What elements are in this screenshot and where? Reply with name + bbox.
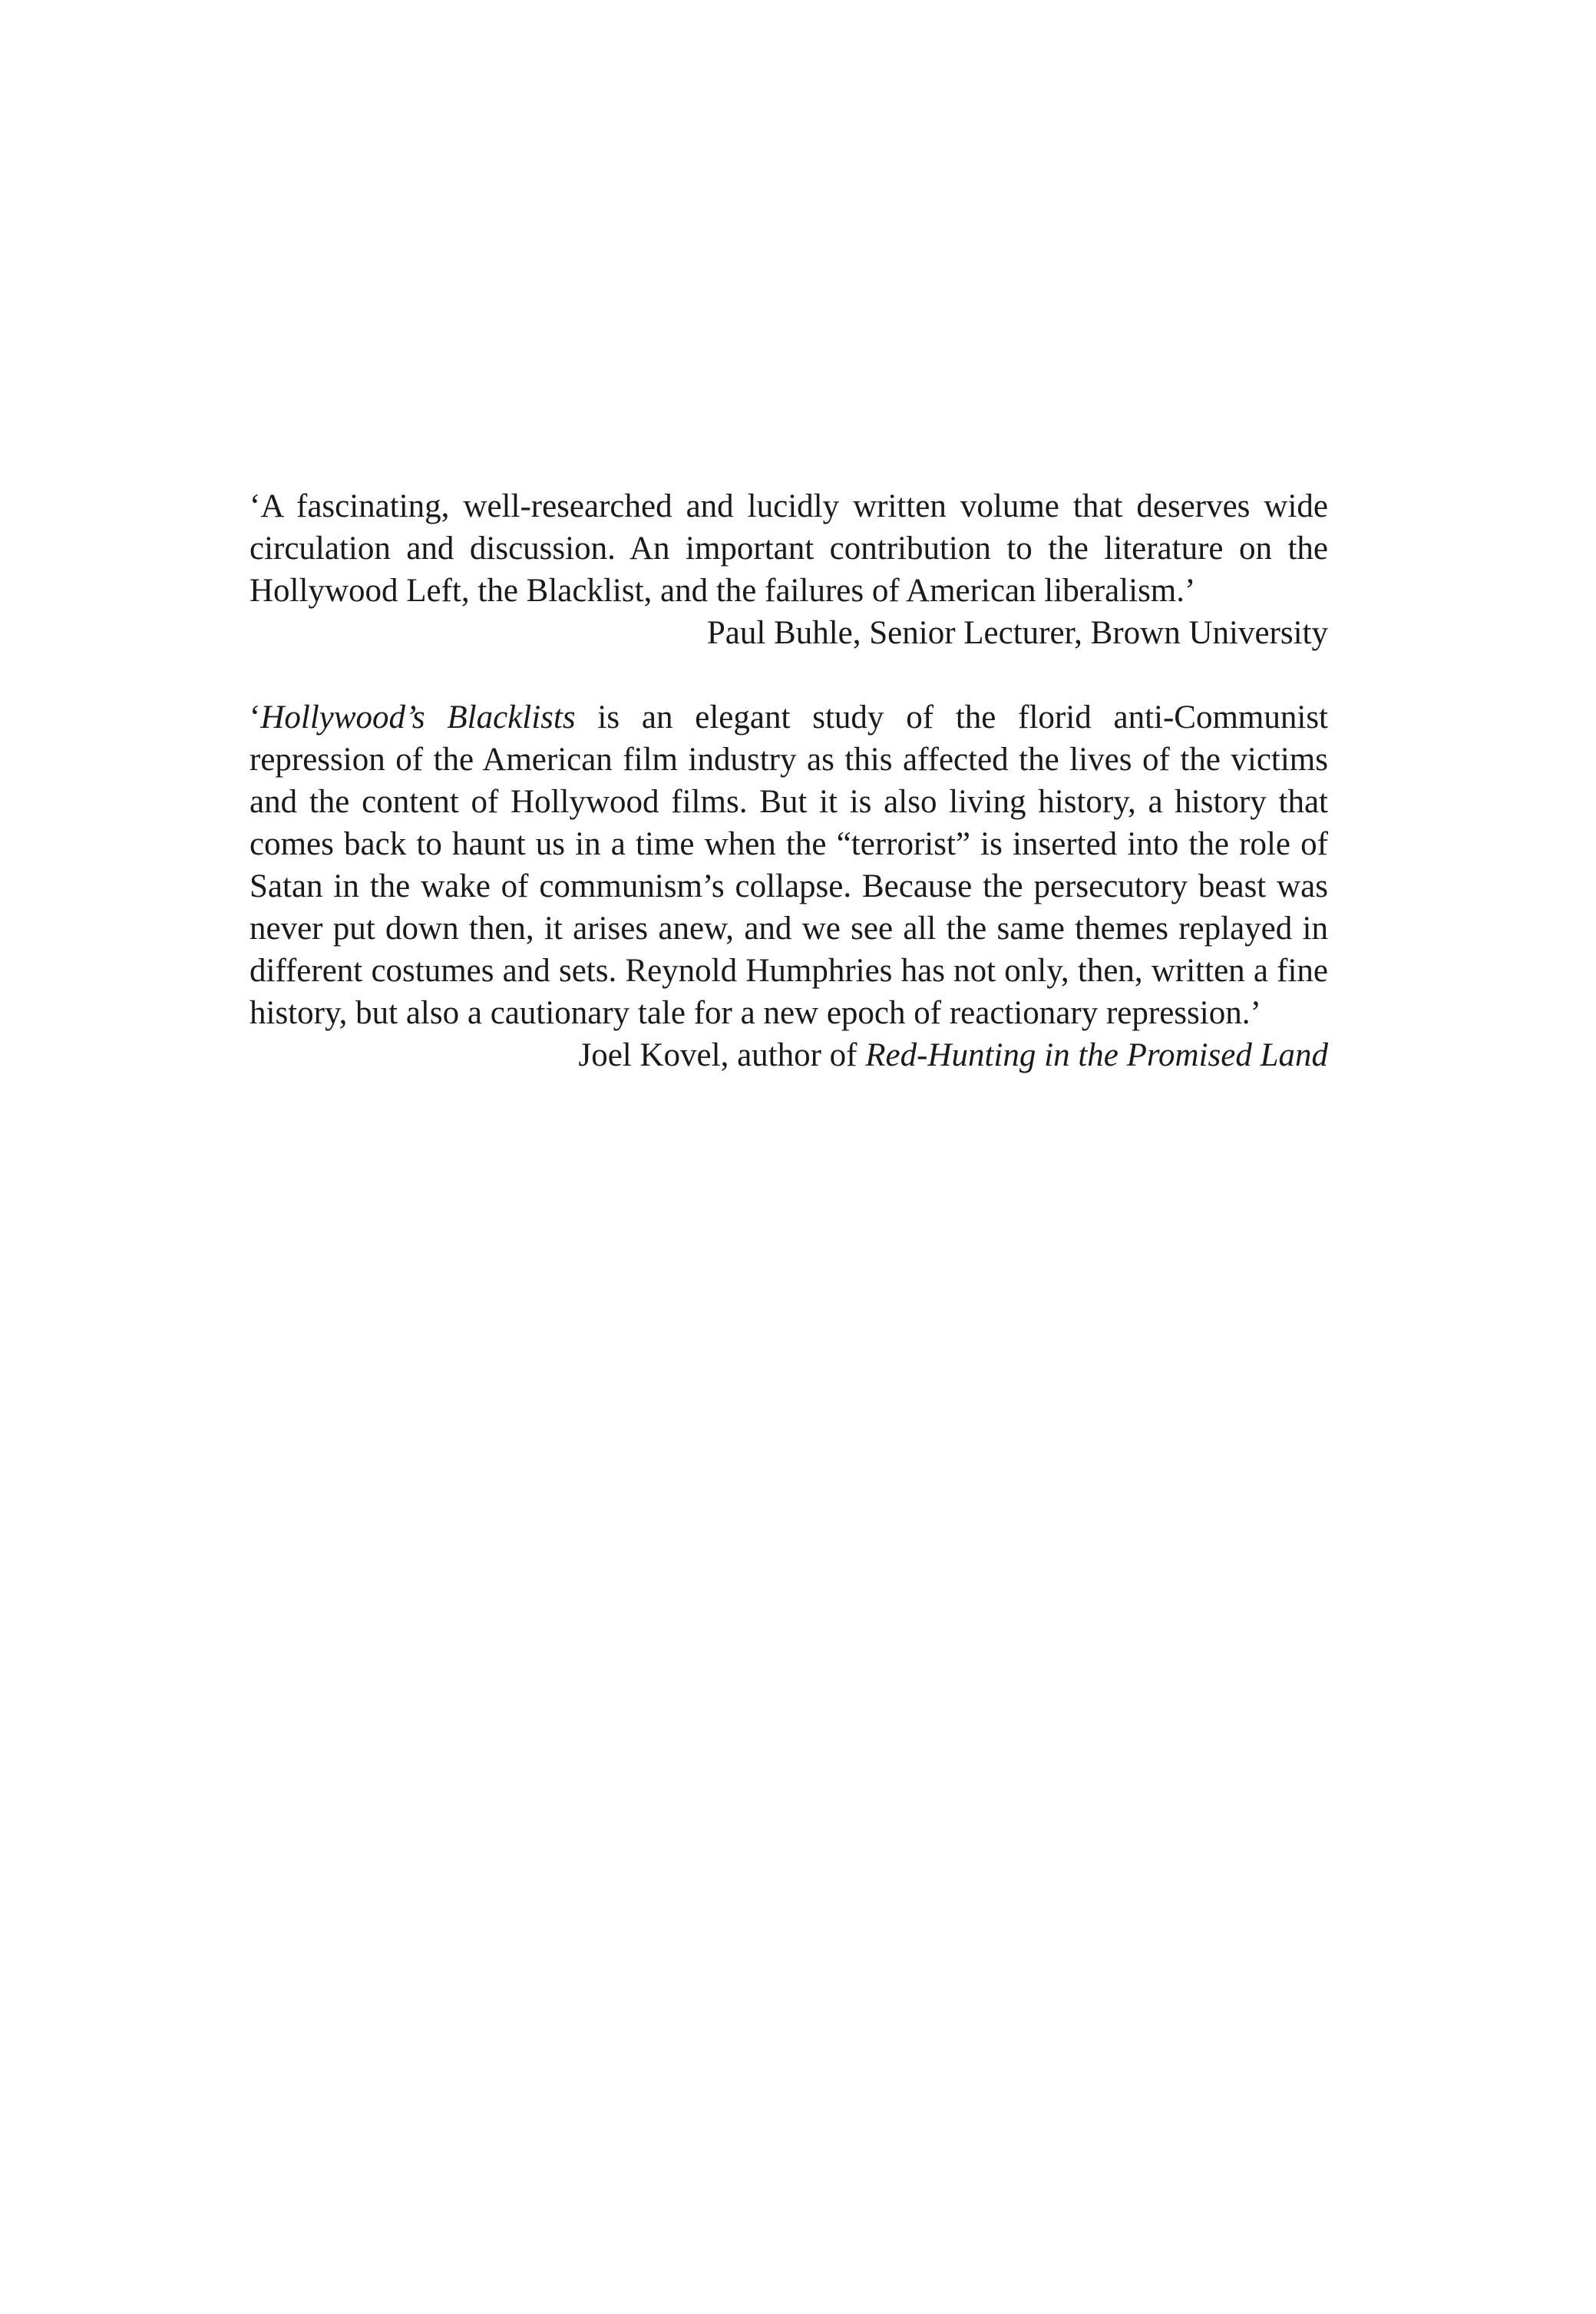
book-title: Hollywood’s Blacklists — [260, 699, 576, 736]
endorsement-quote — [249, 485, 1328, 612]
attribution-book-title: Red-Hunting in the Promised Land — [865, 1037, 1328, 1073]
endorsement-attribution — [249, 1034, 1328, 1076]
opening-quote-mark: ‘ — [249, 699, 261, 736]
endorsement-attribution: Paul Buhle, Senior Lecturer, Brown University — [706, 615, 1328, 651]
endorsement-quote — [249, 696, 1328, 1034]
quote-text: is an elegant study of the florid anti-Communist repression of the American film industry as this affected the lives of the victims and the content of Hollywood films. But it is also living history, a history that comes back to haunt us in a time when the “terrorist” is inserted into the role of Satan in the wake of communism’s collapse. Because the persecutory beast was never put down then, it arises anew, and we see all the same themes replayed in different costumes and sets. Reynold Humphries has not only, then, written a fine history, but also a cautionary tale for a new epoch of reactionary repression.’ — [249, 699, 1329, 1031]
opening-quote-mark: ‘ — [249, 488, 261, 524]
endorsement-buhle — [249, 485, 1328, 654]
quote-text: A fascinating, well-researched and lucidly written volume that deserves wide circulation and discussion. An important contribution to the literature on the Hollywood Left, the Blacklist, and the failures of American liberalism.’ — [249, 488, 1328, 609]
attribution-author: Joel Kovel, author of — [578, 1037, 866, 1073]
endorsement-kovel — [249, 696, 1328, 1076]
endorsements-block — [249, 485, 1328, 1076]
